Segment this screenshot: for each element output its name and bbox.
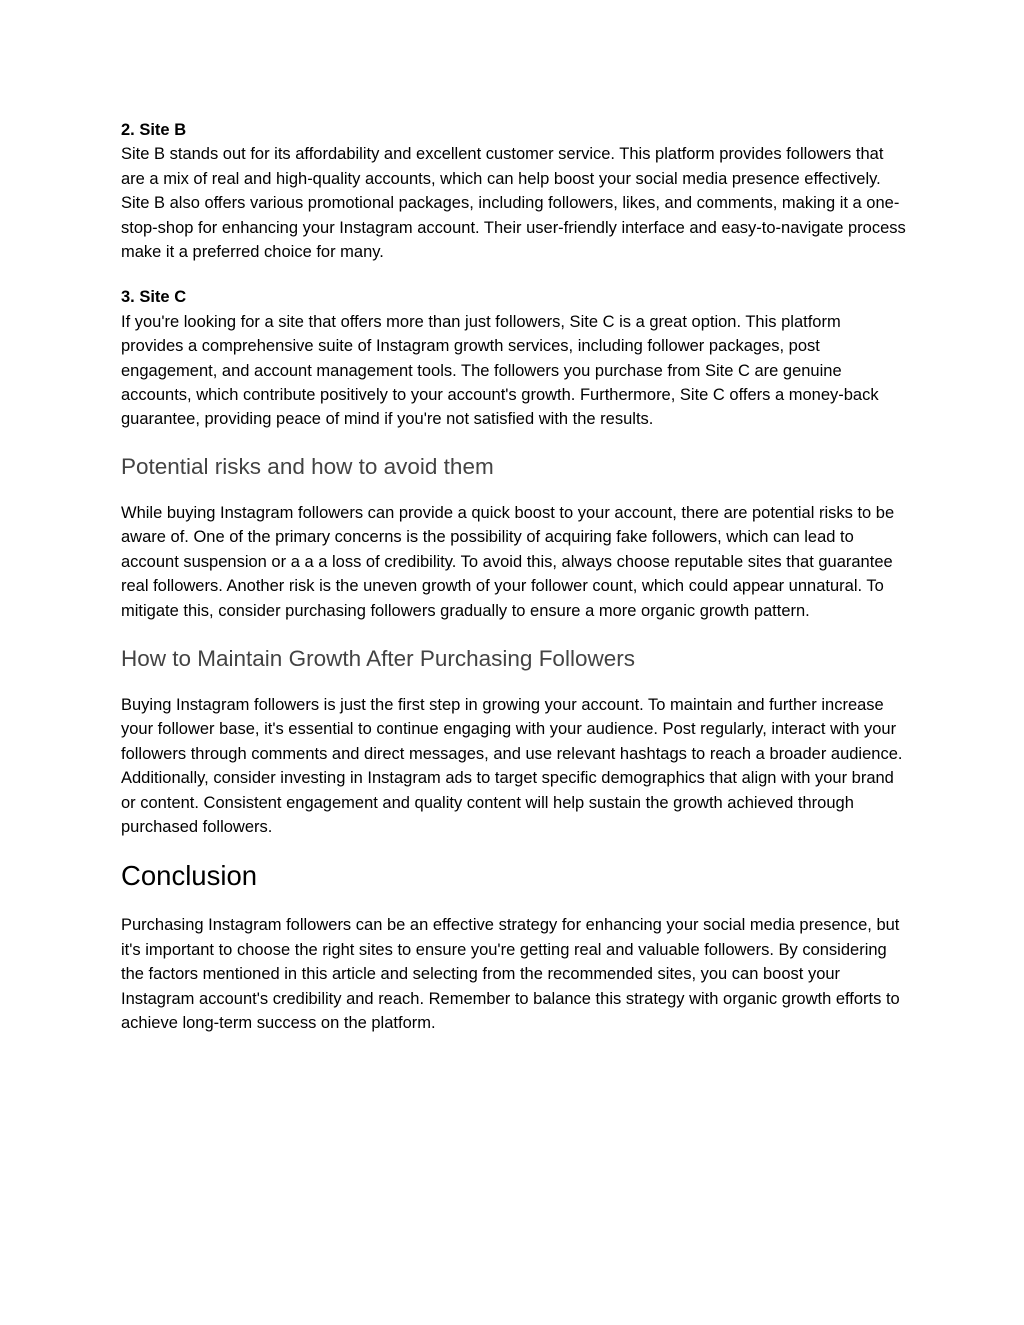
site-b-body: Site B stands out for its affordability and excellent customer service. This platform provides followers that are a mix of real and high-quality accounts, which can help boost your social media presence effectively. Site B also offers various promotional packages, including followers, likes, and comments, making it a one-stop-shop for enhancing your Instagram account. Their user-friendly interface and easy-to-navigate process make it a preferred choice for many. <box>121 145 906 262</box>
document-page <box>121 118 907 1035</box>
conclusion-heading: Conclusion <box>121 860 258 892</box>
conclusion-body: Purchasing Instagram followers can be an effective strategy for enhancing your social media presence, but it's important to choose the right sites to ensure you're getting real and valuable followers. By considering the factors mentioned in this article and selecting from the recommended sites, you can boost your Instagram account's credibility and reach. Remember to balance this strategy with organic growth efforts to achieve long-term success on the platform. <box>121 916 900 1032</box>
maintain-body: Buying Instagram followers is just the first step in growing your account. To maintain and further increase your follower base, it's essential to continue engaging with your audience. Post regularly, interact with your followers through comments and direct messages, and use relevant hashtags to reach a broader audience. Additionally, consider investing in Instagram ads to target specific demographics that align with your brand or content. Consistent engagement and quality content will help sustain the growth achieved through purchased followers. <box>121 695 903 836</box>
site-c-title: 3. Site C <box>121 288 187 307</box>
site-c-section <box>121 285 907 431</box>
site-b-section <box>121 118 907 264</box>
site-b-title: 2. Site B <box>121 121 187 139</box>
site-c-body: If you're looking for a site that offers more than just followers, Site C is a great option. This platform provides a comprehensive suite of Instagram growth services, including follower packages, post engagement, and account management tools. The followers you purchase from Site C are genuine accounts, which contribute positively to your account's growth. Furthermore, Site C offers a money-back guarantee, providing peace of mind if you're not satisfied with the results. <box>121 312 879 429</box>
risks-body: While buying Instagram followers can provide a quick boost to your account, there are potential risks to be aware of. One of the primary concerns is the possibility of acquiring fake followers, which can lead to account suspension or a a a loss of credibility. To avoid this, always choose reputable sites that guarantee real followers. Another risk is the uneven growth of your follower count, which could appear unnatural. To mitigate this, consider purchasing followers gradually to ensure a more organic growth pattern. <box>121 503 895 620</box>
risks-heading: Potential risks and how to avoid them <box>121 453 494 479</box>
maintain-heading: How to Maintain Growth After Purchasing Followers <box>121 645 635 671</box>
